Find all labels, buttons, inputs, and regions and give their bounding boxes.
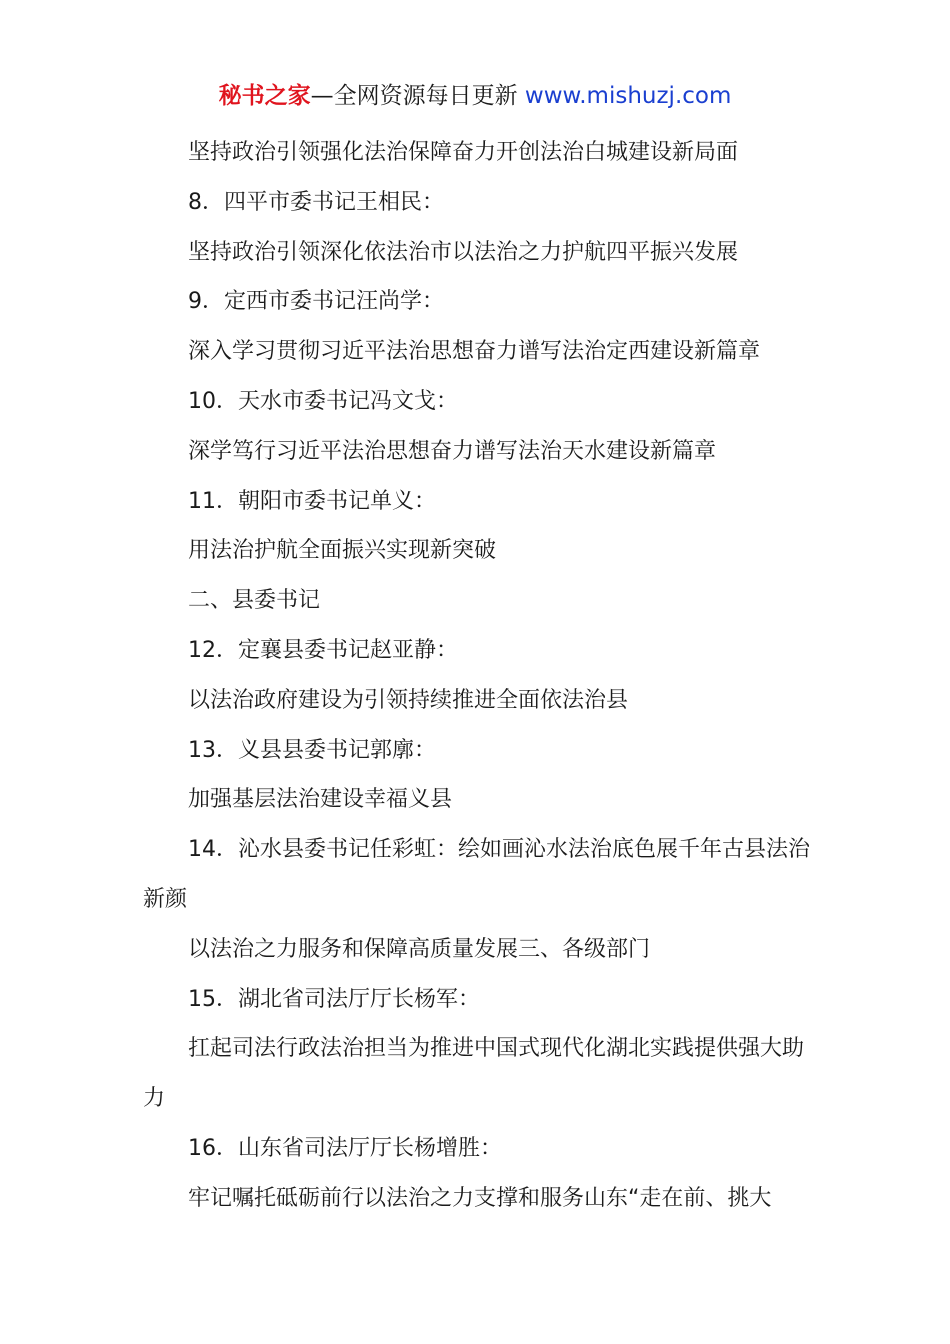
paragraph: 16．山东省司法厅厅长杨增胜： [188,1135,502,1161]
document-body [143,128,813,1224]
paragraph: 12．定襄县委书记赵亚静： [188,637,458,663]
header-brand: 秘书之家 [218,83,311,109]
paragraph: 加强基层法治建设幸福义县 [188,787,453,813]
paragraph: 14．沁水县委书记任彩虹：绘如画沁水法治底色展千年古县法治新颜 [143,837,810,912]
paragraph: 10．天水市委书记冯文戈： [188,388,458,414]
page-header [0,80,950,112]
paragraph: 13．义县县委书记郭廓： [188,737,436,763]
section-heading: 二、县委书记 [188,588,321,614]
paragraph: 坚持政治引领深化依法治市以法治之力护航四平振兴发展 [188,239,739,265]
paragraph: 坚持政治引领强化法治保障奋力开创法治白城建设新局面 [188,140,739,165]
paragraph: 深入学习贯彻习近平法治思想奋力谱写法治定西建设新篇章 [188,339,761,365]
paragraph: 深学笃行习近平法治思想奋力谱写法治天水建设新篇章 [188,438,717,464]
header-tagline: —全网资源每日更新 [310,83,525,109]
paragraph: 牢记嘱托砥砺前行以法治之力支撑和服务山东“走在前、挑大 [188,1185,772,1211]
paragraph: 用法治护航全面振兴实现新突破 [188,538,497,564]
paragraph: 8．四平市委书记王相民： [188,189,444,215]
paragraph: 9．定西市委书记汪尚学： [188,289,444,315]
paragraph: 以法治政府建设为引领持续推进全面依法治县 [188,687,629,713]
header-url[interactable]: www.mishuzj.com [524,83,732,109]
paragraph: 以法治之力服务和保障高质量发展三、各级部门 [188,936,651,962]
paragraph: 15．湖北省司法厅厅长杨军： [188,986,480,1012]
paragraph: 扛起司法行政法治担当为推进中国式现代化湖北实践提供强大助力 [143,1036,805,1112]
paragraph: 11．朝阳市委书记单义： [188,488,436,514]
